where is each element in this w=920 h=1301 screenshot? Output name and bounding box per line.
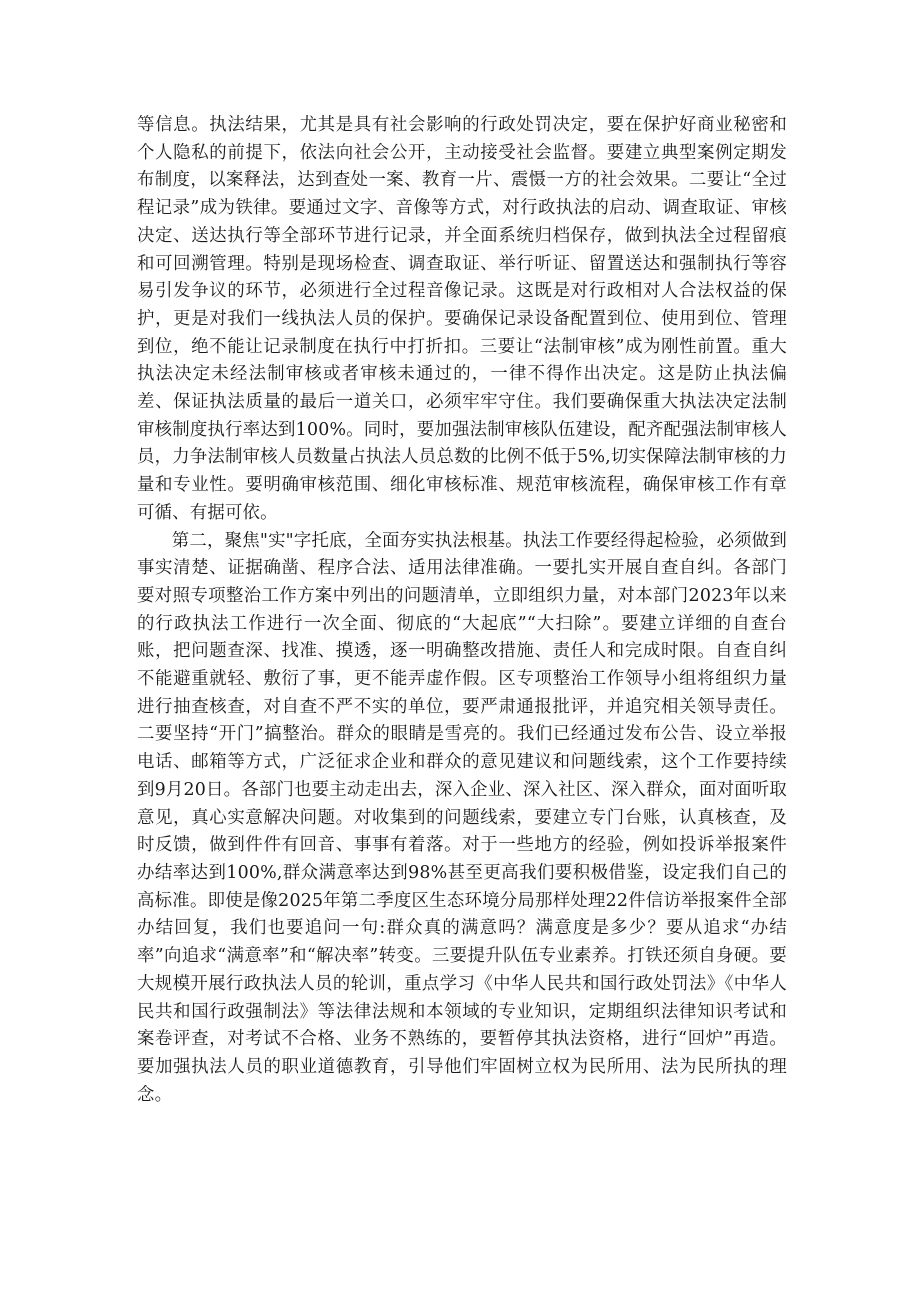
- document-body: [137, 112, 787, 1109]
- paragraph-continuation: 等信息。执法结果，尤其是具有社会影响的行政处罚决定，要在保护好商业秘密和个人隐私的前提下，依法向社会公开，主动接受社会监督。要建立典型案例定期发布制度，以案释法，达到查处一案、教育一片、震慑一方的社会效果。二要让“全过程记录”成为铁律。要通过文字、音像等方式，对行政执法的启动、调查取证、审核决定、送达执行等全部环节进行记录，并全面系统归档保存，做到执法全过程留痕和可回溯管理。特别是现场检查、调查取证、举行听证、留置送达和强制执行等容易引发争议的环节，必须进行全过程音像记录。这既是对行政相对人合法权益的保护，更是对我们一线执法人员的保护。要确保记录设备配置到位、使用到位、管理到位，绝不能让记录制度在执行中打折扣。三要让“法制审核”成为刚性前置。重大执法决定未经法制审核或者审核未通过的，一律不得作出决定。这是防止执法偏差、保证执法质量的最后一道关口，必须牢牢守住。我们要确保重大执法决定法制审核制度执行率达到100%。同时，要加强法制审核队伍建设，配齐配强法制审核人员，力争法制审核人员数量占执法人员总数的比例不低于5%,切实保障法制审核的力量和专业性。要明确审核范围、细化审核标准、规范审核流程，确保审核工作有章可循、有据可依。: [137, 115, 787, 523]
- paragraph-section-two: 第二，聚焦"实"字托底，全面夯实执法根基。执法工作要经得起检验，必须做到事实清楚、证据确凿、程序合法、适用法律准确。一要扎实开展自查自纠。各部门要对照专项整治工作方案中列出的问题清单，立即组织力量，对本部门2023年以来的行政执法工作进行一次全面、彻底的“大起底”“大扫除”。要建立详细的自查台账，把问题查深、找准、摸透，逐一明确整改措施、责任人和完成时限。自查自纠不能避重就轻、敷衍了事，更不能弄虚作假。区专项整治工作领导小组将组织力量进行抽查核查，对自查不严不实的单位，要严肃通报批评，并追究相关领导责任。二要坚持“开门”搞整治。群众的眼睛是雪亮的。我们已经通过发布公告、设立举报电话、邮箱等方式，广泛征求企业和群众的意见建议和问题线索，这个工作要持续到9月20日。各部门也要主动走出去，深入企业、深入社区、深入群众，面对面听取意见，真心实意解决问题。对收集到的问题线索，要建立专门台账，认真核查，及时反馈，做到件件有回音、事事有着落。对于一些地方的经验，例如投诉举报案件办结率达到100%,群众满意率达到98%甚至更高我们要积极借鉴，设定我们自己的高标准。即使是像2025年第二季度区生态环境分局那样处理22件信访举报案件全部办结回复，我们也要追问一句:群众真的满意吗？满意度是多少？要从追求“办结率”向追求“满意率”和“解决率”转变。三要提升队伍专业素养。打铁还须自身硬。要大规模开展行政执法人员的轮训，重点学习《中华人民共和国行政处罚法》《中华人民共和国行政强制法》等法律法规和本领域的专业知识，定期组织法律知识考试和案卷评查，对考试不合格、业务不熟练的，要暂停其执法资格，进行“回炉”再造。要加强执法人员的职业道德教育，引导他们牢固树立权为民所用、法为民所执的理念。: [137, 530, 787, 1105]
